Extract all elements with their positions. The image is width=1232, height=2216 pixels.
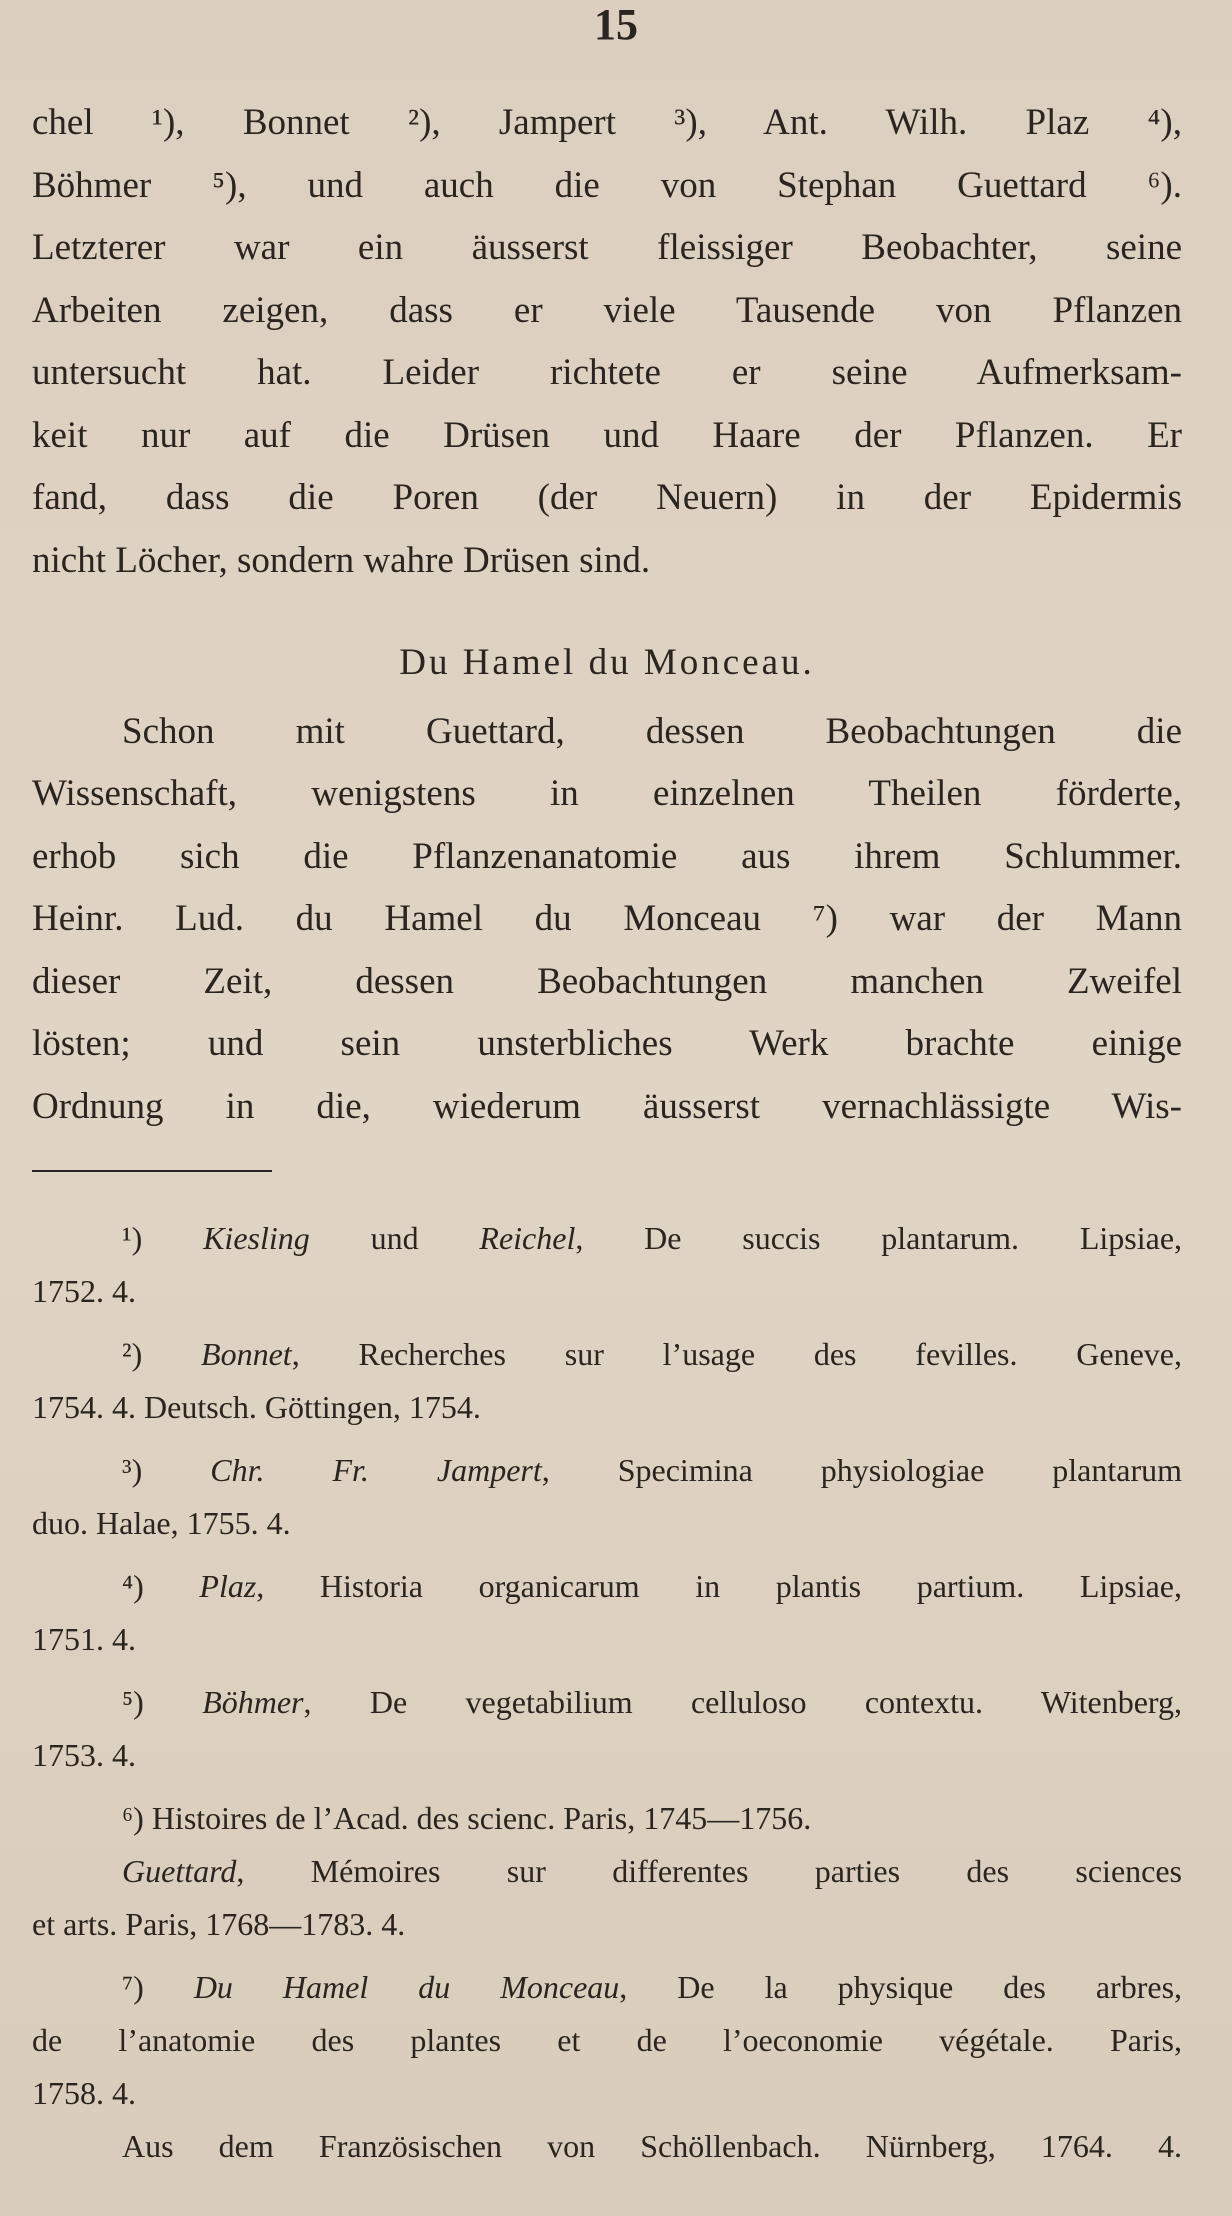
footnote-7 <box>32 1961 1182 2173</box>
footnote-5 <box>32 1676 1182 1782</box>
footnote-author: Böhmer <box>202 1684 304 1720</box>
text-line: untersucht hat. Leider richtete er seine Aufmerksam- <box>32 352 1182 393</box>
footnote-line <box>32 1212 1182 1265</box>
footnote-line: duo. Halae, 1755. 4. <box>32 1505 291 1541</box>
section-heading: Du Hamel du Monceau. <box>399 642 815 683</box>
footnote-author: Bonnet <box>201 1336 292 1372</box>
footnote-line: 1758. 4. <box>32 2075 136 2111</box>
footnote-text: , De succis plantarum. Lipsiae, <box>575 1220 1183 1256</box>
footnote-6 <box>32 1792 1182 1951</box>
footnote-text: , Specimina physiologiae plantarum <box>541 1452 1183 1488</box>
page-number: 15 <box>594 0 638 49</box>
footnote-4 <box>32 1560 1182 1666</box>
footnote-line: 1752. 4. <box>32 1273 136 1309</box>
text-line: keit nur auf die Drüsen und Haare der Pflanzen. Er <box>32 414 1182 456</box>
footnote-1 <box>32 1212 1182 1318</box>
footnote-line <box>32 1328 1182 1381</box>
footnote-mark: ⁶) <box>122 1800 144 1836</box>
footnote-author: Chr. Fr. Jampert <box>210 1452 542 1488</box>
footnote-3 <box>32 1444 1182 1550</box>
text-line: erhob sich die Pflanzenanatomie aus ihrem Schlummer. <box>32 835 1182 877</box>
footnote-line <box>32 1961 1182 2014</box>
footnote-divider <box>32 1170 272 1172</box>
main-text <box>32 92 1182 1138</box>
footnote-line <box>32 1676 1182 1729</box>
footnote-text: , Mémoires sur differentes parties des sciences <box>236 1853 1182 1889</box>
footnote-author: Kiesling <box>203 1220 310 1256</box>
footnote-mark: ¹) <box>122 1220 143 1256</box>
footnote-author: Plaz <box>199 1568 257 1604</box>
footnote-line <box>32 1560 1182 1613</box>
text-line: Schon mit Guettard, dessen Beobachtungen die <box>122 710 1182 752</box>
footnote-text: , Recherches sur l’usage des fevilles. Geneve, <box>291 1336 1183 1372</box>
footnote-line: 1751. 4. <box>32 1621 136 1657</box>
footnote-2 <box>32 1328 1182 1434</box>
footnote-text: Histoires de l’Acad. des scienc. Paris, 1745—1756. <box>151 1800 812 1836</box>
text-line: dieser Zeit, dessen Beobachtungen manchen Zweifel <box>32 960 1182 1002</box>
text-line: Böhmer ⁵), und auch die von Stephan Guettard ⁶). <box>32 164 1182 206</box>
text-line: nicht Löcher, sondern wahre Drüsen sind. <box>32 539 651 581</box>
paragraph-1 <box>32 92 1182 592</box>
text-line: lösten; und sein unsterbliches Werk brachte einige <box>32 1023 1182 1064</box>
footnote-mark: ³) <box>122 1452 143 1488</box>
footnote-mark: ⁴) <box>122 1568 144 1604</box>
text-line: Wissenschaft, wenigstens in einzelnen Theilen förderte, <box>32 773 1182 814</box>
footnote-line: 1754. 4. Deutsch. Göttingen, 1754. <box>32 1389 481 1425</box>
text-line: fand, dass die Poren (der Neuern) in der Epidermis <box>32 477 1182 518</box>
footnote-line: 1753. 4. <box>32 1737 136 1773</box>
text-line: Letzterer war ein äusserst fleissiger Beobachter, seine <box>32 227 1182 268</box>
footnote-author: Reichel <box>479 1220 576 1256</box>
footnote-text: , De vegetabilium celluloso contextu. Witenberg, <box>303 1684 1183 1720</box>
text-line: chel ¹), Bonnet ²), Jampert ³), Ant. Wilh. Plaz ⁴), <box>32 102 1182 143</box>
footnote-text: , Historia organicarum in plantis partium. Lipsiae, <box>256 1568 1183 1604</box>
paragraph-2 <box>32 701 1182 1139</box>
footnote-text: , De la physique des arbres, <box>619 1969 1183 2005</box>
footnote-mark: ⁷) <box>122 1969 144 2005</box>
footnote-text: und <box>309 1220 480 1256</box>
footnote-author: Guettard <box>122 1853 237 1889</box>
footnote-line: de l’anatomie des plantes et de l’oeconomie végétale. Paris, <box>32 2022 1182 2058</box>
footnote-line <box>32 1845 1182 1898</box>
footnote-mark: ⁵) <box>122 1684 144 1720</box>
text-line: Heinr. Lud. du Hamel du Monceau ⁷) war der Mann <box>32 898 1182 939</box>
footnote-line <box>32 1444 1182 1497</box>
footnote-line: Aus dem Französischen von Schöllenbach. Nürnberg, 1764. 4. <box>122 2128 1182 2164</box>
footnote-line: et arts. Paris, 1768—1783. 4. <box>32 1906 406 1942</box>
footnote-author: Du Hamel du Monceau <box>193 1969 620 2005</box>
text-line: Ordnung in die, wiederum äusserst vernachlässigte Wis- <box>32 1085 1182 1127</box>
footnotes <box>32 1212 1182 2183</box>
text-line: Arbeiten zeigen, dass er viele Tausende von Pflanzen <box>32 289 1182 331</box>
footnote-mark: ²) <box>122 1336 143 1372</box>
footnote-line <box>32 1792 1182 1845</box>
